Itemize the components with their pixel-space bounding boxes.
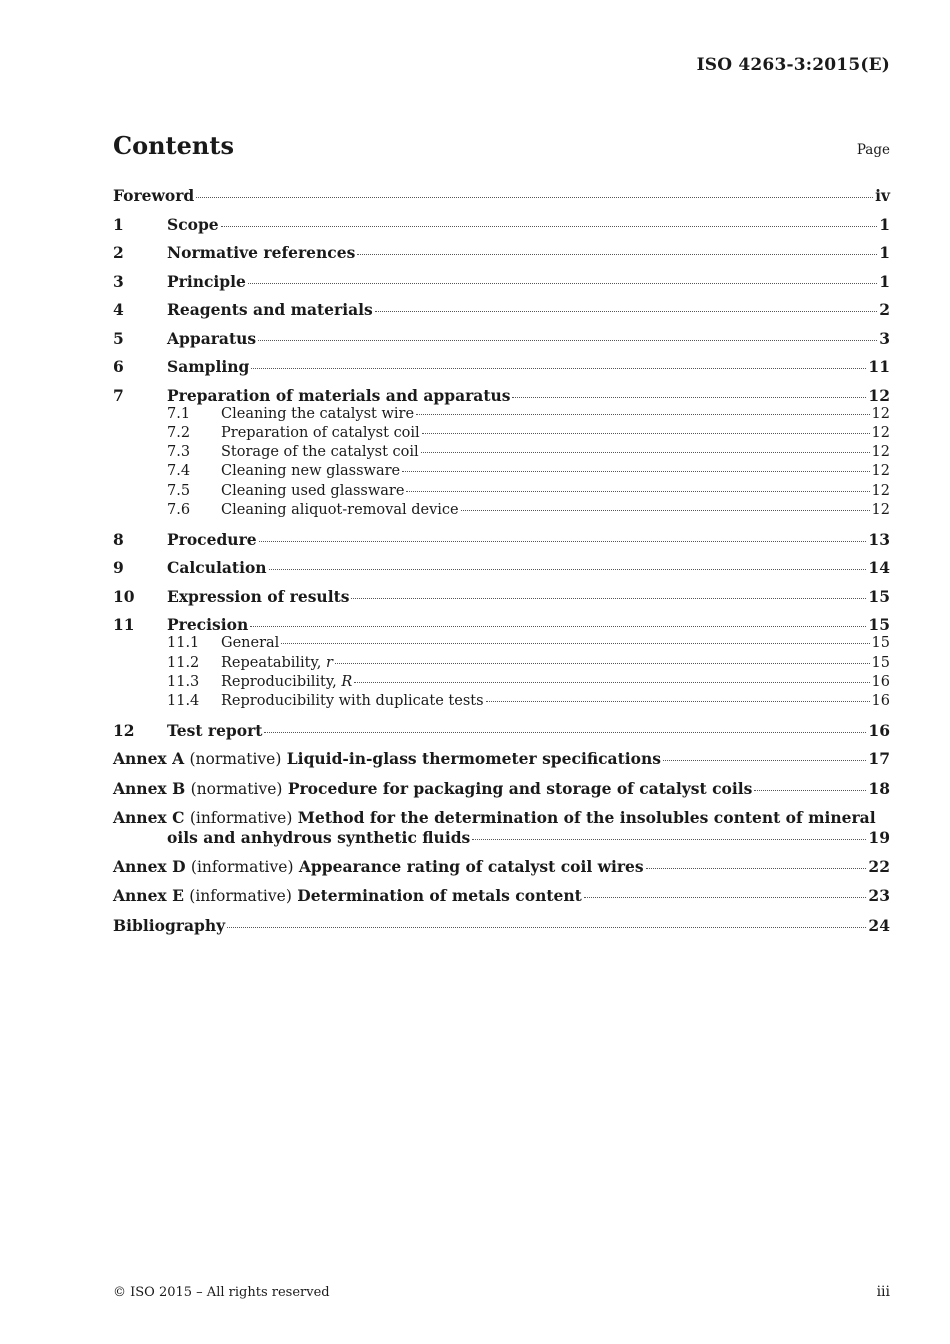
toc-subentry-page: 12	[871, 424, 890, 441]
annex-page: 22	[868, 856, 890, 876]
toc-entry-title: Foreword	[113, 186, 195, 205]
toc-subentry-number: 11.3	[167, 673, 200, 690]
dot-leader	[461, 509, 870, 511]
toc-entry-test-report[interactable]	[113, 721, 890, 740]
toc-entry-number: 7	[113, 385, 124, 405]
toc-entry-page: 11	[868, 357, 890, 376]
toc-subentry-page: 12	[871, 444, 890, 461]
contents-heading: Contents	[113, 131, 234, 160]
toc-subentry[interactable]	[113, 654, 890, 673]
toc-entry-procedure[interactable]	[113, 530, 890, 549]
page-column-label: Page	[856, 142, 890, 158]
dot-leader	[663, 759, 866, 761]
toc-subentry-number: 7.4	[167, 463, 191, 480]
toc-entry-page: 15	[868, 615, 890, 635]
annex-label: Annex A	[113, 749, 185, 769]
toc-subentry-number: 7.6	[167, 501, 191, 518]
dot-leader	[402, 470, 869, 472]
annex-type: (informative)	[189, 809, 293, 828]
annex-title: Liquid-in-glass thermometer specifications	[286, 749, 661, 769]
dot-leader	[248, 282, 877, 284]
toc-annex-c-continuation[interactable]	[113, 828, 890, 847]
toc-entry-page: 24	[868, 915, 890, 935]
toc-subentry-page: 15	[871, 635, 890, 652]
toc-entry-title: Precision	[167, 615, 249, 635]
toc-entry-title: Principle	[167, 271, 246, 291]
annex-label: Annex C	[113, 808, 185, 828]
toc-subentry-title: Cleaning new glassware	[221, 463, 401, 480]
toc-entry-title: Test report	[167, 720, 263, 740]
toc-annex-e[interactable]	[113, 886, 890, 906]
page-number: iii	[876, 1284, 890, 1300]
toc-subentry[interactable]	[113, 634, 890, 653]
toc-subentry[interactable]	[113, 405, 890, 424]
toc-subentry[interactable]	[113, 424, 890, 443]
toc-subentry[interactable]	[113, 482, 890, 501]
toc-subentry-title: Repeatability, r	[221, 654, 333, 671]
annex-title: Procedure for packaging and storage of catalyst coils	[287, 778, 753, 798]
toc-subentry-number: 11.4	[167, 693, 200, 710]
annex-type: (normative)	[190, 779, 283, 798]
toc-entry-page: 16	[868, 720, 890, 740]
toc-entry-page: iv	[875, 186, 890, 205]
toc-subentry-title: Storage of the catalyst coil	[221, 444, 419, 461]
annex-label: Annex D	[113, 856, 186, 876]
toc-subentry[interactable]	[113, 462, 890, 481]
toc-subentry-number: 11.2	[167, 654, 200, 671]
dot-leader	[227, 926, 866, 928]
dot-leader	[512, 396, 866, 398]
toc-entry-page: 12	[868, 385, 890, 405]
toc-subentry-page: 15	[871, 654, 890, 671]
toc-subentry-title: General	[221, 635, 280, 652]
toc-annex-c[interactable]	[113, 808, 890, 828]
toc-entry-number: 4	[113, 300, 124, 319]
toc-entry-title: Preparation of materials and apparatus	[167, 385, 511, 405]
dot-leader	[472, 838, 866, 840]
annex-title: Appearance rating of catalyst coil wires	[298, 856, 644, 876]
toc-subentry-number: 7.1	[167, 405, 191, 422]
toc-subentry-number: 11.1	[167, 635, 200, 652]
toc-subentry-title: Preparation of catalyst coil	[221, 424, 420, 441]
toc-entry-normative-references[interactable]	[113, 243, 890, 262]
toc-entry-page: 3	[879, 328, 890, 348]
annex-label: Annex E	[113, 886, 184, 906]
table-of-contents	[113, 186, 890, 935]
toc-subentry[interactable]	[113, 443, 890, 462]
toc-subentry[interactable]	[113, 501, 890, 520]
toc-subentry-title: Cleaning the catalyst wire	[221, 405, 415, 422]
annex-page: 23	[868, 886, 890, 906]
dot-leader	[416, 413, 870, 415]
dot-leader	[221, 225, 878, 227]
dot-leader	[264, 731, 866, 733]
toc-entry-number: 10	[113, 586, 135, 606]
toc-entry-page: 2	[879, 300, 890, 319]
toc-entry-number: 8	[113, 529, 124, 549]
annex-page: 19	[868, 828, 890, 848]
dot-leader	[354, 681, 869, 683]
annex-page: 18	[868, 778, 890, 798]
dot-leader	[406, 490, 869, 492]
toc-subentry-title: Reproducibility, R	[221, 673, 353, 690]
toc-entry-title: Bibliography	[113, 915, 226, 935]
toc-subentry-page: 16	[871, 673, 890, 690]
dot-leader	[584, 896, 867, 898]
toc-entry-page: 14	[868, 558, 890, 578]
toc-subentry[interactable]	[113, 692, 890, 711]
toc-entry-title: Calculation	[167, 558, 267, 578]
toc-entry-title: Sampling	[167, 357, 250, 376]
annex-page: 17	[868, 749, 890, 769]
toc-entry-page: 1	[879, 243, 890, 262]
toc-entry-number: 9	[113, 558, 124, 578]
dot-leader	[422, 432, 870, 434]
toc-entry-title: Apparatus	[167, 328, 257, 348]
toc-subentry-page: 12	[871, 463, 890, 480]
toc-subentry-page: 12	[871, 482, 890, 499]
dot-leader	[269, 568, 867, 570]
toc-entry-number: 1	[113, 214, 124, 234]
annex-label: Annex B	[113, 778, 186, 798]
toc-entry-title: Scope	[167, 214, 219, 234]
toc-subentry[interactable]	[113, 673, 890, 692]
toc-entry-number: 2	[113, 243, 124, 262]
toc-entry-number: 5	[113, 328, 124, 348]
toc-subentry-title: Cleaning used glassware	[221, 482, 405, 499]
toc-subentry-page: 16	[871, 693, 890, 710]
toc-entry-sampling[interactable]	[113, 357, 890, 376]
dot-leader	[375, 310, 877, 312]
toc-subentry-title: Reproducibility with duplicate tests	[221, 693, 484, 710]
toc-subentry-number: 7.2	[167, 424, 191, 441]
toc-entry-page: 1	[879, 214, 890, 234]
toc-entry-page: 1	[879, 271, 890, 291]
annex-title: Method for the determination of the insolubles content of mineral	[297, 808, 876, 828]
annex-type: (normative)	[189, 750, 282, 769]
dot-leader	[251, 367, 866, 369]
toc-entry-expression-of-results[interactable]	[113, 587, 890, 606]
toc-entry-bibliography[interactable]	[113, 916, 890, 935]
toc-subentry-page: 12	[871, 405, 890, 422]
toc-entry-title: Normative references	[167, 243, 356, 262]
dot-leader	[646, 867, 867, 869]
toc-entry-title: Expression of results	[167, 586, 350, 606]
toc-entry-foreword[interactable]	[113, 186, 890, 205]
annex-type: (informative)	[189, 887, 292, 906]
dot-leader	[281, 642, 869, 644]
toc-entry-page: 13	[868, 529, 890, 549]
toc-subentry-number: 7.3	[167, 444, 191, 461]
copyright-notice: © ISO 2015 – All rights reserved	[113, 1285, 330, 1300]
dot-leader	[351, 597, 866, 599]
dot-leader	[486, 700, 870, 702]
dot-leader	[259, 540, 867, 542]
toc-entry-principle[interactable]	[113, 272, 890, 291]
toc-entry-apparatus[interactable]	[113, 329, 890, 348]
toc-entry-number: 12	[113, 720, 135, 740]
toc-subentry-title: Cleaning aliquot-removal device	[221, 501, 459, 518]
dot-leader	[335, 662, 870, 664]
toc-entry-page: 15	[868, 586, 890, 606]
dot-leader	[196, 196, 873, 198]
toc-annex-b[interactable]	[113, 779, 890, 799]
toc-entry-precision[interactable]	[113, 615, 890, 634]
dot-leader	[250, 625, 866, 627]
dot-leader	[421, 451, 870, 453]
annex-type: (informative)	[190, 857, 294, 876]
toc-annex-d[interactable]	[113, 857, 890, 877]
toc-annex-a[interactable]	[113, 749, 890, 769]
toc-entry-scope[interactable]	[113, 215, 890, 234]
toc-entry-number: 6	[113, 357, 124, 376]
dot-leader	[258, 339, 877, 341]
toc-entry-preparation[interactable]	[113, 386, 890, 405]
dot-leader	[357, 253, 877, 255]
toc-entry-title: Procedure	[167, 529, 257, 549]
toc-entry-calculation[interactable]	[113, 558, 890, 577]
toc-entry-number: 11	[113, 615, 135, 635]
toc-subentry-number: 7.5	[167, 482, 191, 499]
annex-title: Determination of metals content	[297, 886, 582, 906]
annex-title-continuation: oils and anhydrous synthetic fluids	[167, 828, 471, 848]
toc-entry-title: Reagents and materials	[167, 300, 373, 319]
toc-subentry-page: 12	[871, 501, 890, 518]
toc-entry-reagents[interactable]	[113, 300, 890, 319]
document-identifier: ISO 4263-3:2015(E)	[696, 55, 890, 75]
toc-entry-number: 3	[113, 271, 124, 291]
dot-leader	[754, 789, 866, 791]
